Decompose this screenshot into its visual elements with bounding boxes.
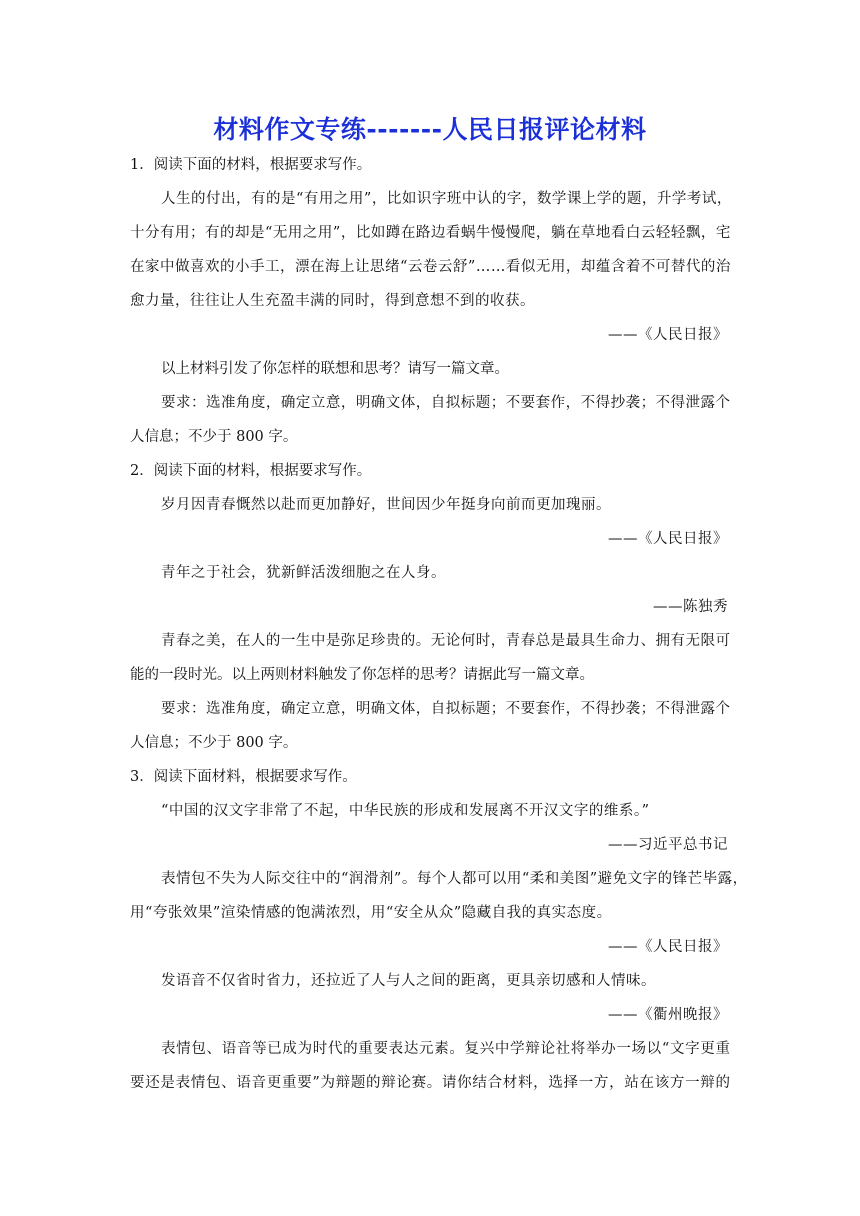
question-3-heading: 3．阅读下面材料，根据要求写作。 <box>130 769 357 785</box>
question-1-requirements: 要求：选准角度，确定立意，明确文体，自拟标题；不要套作，不得抄袭；不得泄露个 <box>161 395 730 411</box>
question-1-prompt: 以上材料引发了你怎样的联想和思考？请写一篇文章。 <box>161 361 509 377</box>
question-3-material-3: 发语音不仅省时省力，还拉近了人与人之间的距离，更具亲切感和人情味。 <box>161 973 656 989</box>
question-1-material-line: 在家中做喜欢的小手工，漂在海上让思绪“云卷云舒”……看似无用，却蕴含着不可替代的治 <box>130 259 731 275</box>
question-2-heading: 2．阅读下面的材料，根据要求写作。 <box>130 463 372 479</box>
question-1-material-line: 人生的付出，有的是“有用之用”，比如识字班中认的字，数学课上学的题，升学考试， <box>161 191 732 207</box>
question-1-heading: 1．阅读下面的材料，根据要求写作。 <box>130 157 372 173</box>
question-3-source-3: ——《衢州晚报》 <box>608 1007 728 1023</box>
question-3-material-2-cont: 用“夸张效果”渲染情感的饱满浓烈，用“安全从众”隐藏自我的真实态度。 <box>130 905 612 921</box>
question-1-material-line: 愈力量，往往让人生充盈丰满的同时，得到意想不到的收获。 <box>130 293 535 309</box>
question-3-material-1: “中国的汉文字非常了不起，中华民族的形成和发展离不开汉文字的维系。” <box>161 803 650 819</box>
question-3-prompt-cont: 要还是表情包、语音更重要”为辩题的辩论赛。请你结合材料，选择一方，站在该方一辩的 <box>130 1075 730 1091</box>
question-3-source-2: ——《人民日报》 <box>608 939 728 955</box>
question-2-material-2: 青年之于社会，犹新鲜活泼细胞之在人身。 <box>161 565 446 581</box>
question-2-source-2: ——陈独秀 <box>653 599 728 615</box>
question-2-material-1: 岁月因青春慨然以赴而更加静好，世间因少年挺身向前而更加瑰丽。 <box>161 497 611 513</box>
question-1-material-line: 十分有用；有的却是“无用之用”，比如蹲在路边看蜗牛慢慢爬，躺在草地看白云轻轻飘，宅 <box>130 225 731 241</box>
question-2-requirements-cont: 人信息；不少于 800 字。 <box>130 735 298 751</box>
question-3-source-1: ——习近平总书记 <box>608 837 728 853</box>
question-2-source-1: ——《人民日报》 <box>608 531 728 547</box>
question-1-requirements-cont: 人信息；不少于 800 字。 <box>130 429 298 445</box>
question-2-prompt: 青春之美，在人的一生中是弥足珍贵的。无论何时，青春总是最具生命力、拥有无限可 <box>161 633 730 649</box>
question-3-material-2: 表情包不失为人际交往中的“润滑剂”。每个人都可以用“柔和美图”避免文字的锋芒毕露， <box>161 871 748 887</box>
question-1-source: ——《人民日报》 <box>608 327 728 343</box>
question-3-prompt: 表情包、语音等已成为时代的重要表达元素。复兴中学辩论社将举办一场以“文字更重 <box>161 1041 730 1057</box>
page-title: 材料作文专练-------人民日报评论材料 <box>213 115 647 144</box>
question-2-prompt-cont: 能的一段时光。以上两则材料触发了你怎样的思考？请据此写一篇文章。 <box>130 667 594 683</box>
question-2-requirements: 要求：选准角度，确定立意，明确文体，自拟标题；不要套作，不得抄袭；不得泄露个 <box>161 701 730 717</box>
